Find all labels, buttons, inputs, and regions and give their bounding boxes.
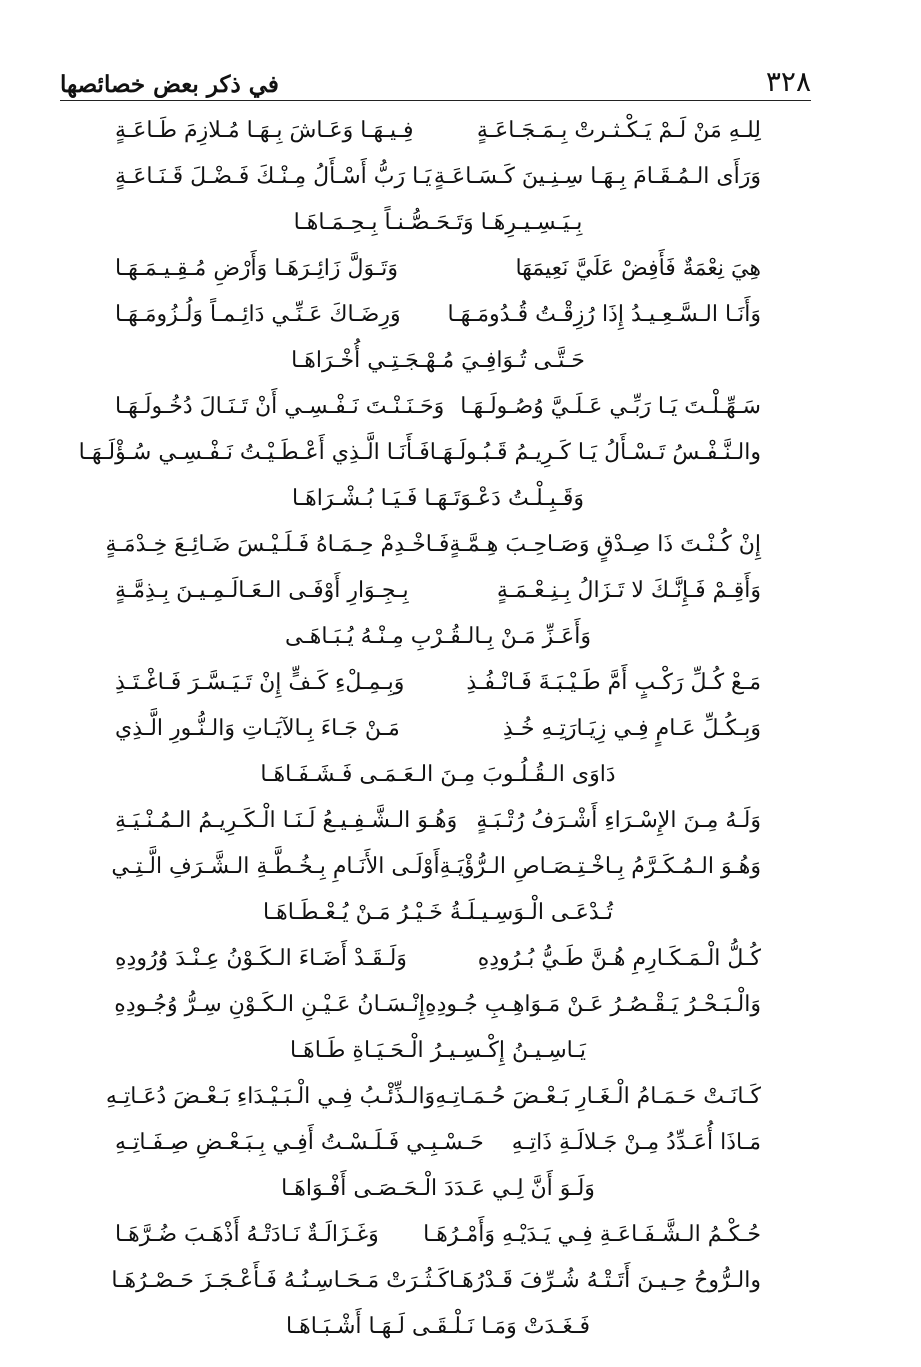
couplet [115,982,761,1028]
second-hemistich: فِـيـهَـا وَعَـاشَ بِـهَـا مُـلازِمَ طَـاعَـةٍ [115,118,414,143]
couplet [115,568,761,614]
second-hemistich: وَتَـوَلَّ زَائِـرَهَـا وَأَرْضِ مُـقِـيـمَـهَـا [115,256,399,281]
first-hemistich: هِيَ نِعْمَةٌ فَأَفِضْ عَلَيَّ نَعِيمَهَا [515,256,761,281]
page-number: ٣٢٨ [765,65,811,98]
first-hemistich: وَلَـهُ مِـنَ الإِسْـرَاءِ أَشْـرَفُ رُتْـبَـةٍ [476,808,761,833]
couplet [115,798,761,844]
second-hemistich: فَـأَنَـا الَّـذِي أَعْـطَـيْـتُ نَـفْـسِـي سُـؤْلَـهَـا [78,440,430,465]
couplet [115,1212,761,1258]
second-hemistich: وَبِـمِـلْءِ كَـفٍّ إِنْ تَـيَـسَّـرَ فَـاغْـتَـذِ [115,670,405,695]
couplet [115,154,761,200]
poem-body [78,108,761,1350]
header-rule [60,100,811,101]
second-hemistich: فَـاخْـدِمْ حِـمَـاهُ فَـلَـيْـسَ ضَـائِـعَ خِـدْمَـةٍ [105,532,450,557]
first-hemistich: لِلـهِ مَنْ لَـمْ يَـكْـثـرتْ بِـمَـجَـاعَـةٍ [476,118,761,143]
first-hemistich: سَـهِّـلْـتَ يَـا رَبِّـي عَـلَـيَّ وُصُـولَـهَـا [460,394,761,419]
first-hemistich: مَـاذَا أُعَـدِّدُ مِـنْ جَـلالَـةِ ذَاتِـهِ [511,1130,761,1155]
first-hemistich: وَرَأَى الـمُـقَـامَ بِـهَـا سِـنِـينَ كَـسَـاعَـةٍ [433,164,761,189]
first-hemistich: والـنَّـفْـسُ تَـسْـأَلُ يَـا كَـرِيـمُ قَـبُـولَـهَـا [429,440,761,465]
second-hemistich: بِـجِـوَارِ أَوْفَـى الـعَـالَـمِـيـنَ بِـذِمَّـةٍ [115,578,409,603]
couplet [111,1258,761,1304]
second-hemistich: وَحَـنَـنْـتَ نَـفْـسِـي أَنْ تَـنَـالَ دُخُـولَـهَـا [115,394,445,419]
refrain-line: فَـغَـدَتْ وَمَـا نَـلْـقَـى لَـهَـا أَشْـبَـاهَـا [286,1314,590,1339]
couplet [115,384,761,430]
second-hemistich: كَـثُـرَتْ مَـحَـاسِـنُـهُ فَـأَعْـجَـزَ حَـصْـرُهَـا [111,1268,450,1293]
refrain-line: يَـاسِـيـنُ إِكْـسِـيـرُ الْـحَـيَـاةِ طَـاهَـا [290,1038,586,1063]
couplet [115,1120,761,1166]
second-hemistich: أَوْلَـى الأَنَـامِ بِـخُـطَّـةِ الـشَّـرَفِ الَّـتِـي [111,854,440,879]
refrain-line: وَقَـبِـلْـتُ دَعْـوَتَـهَـا فَـيَـا بُـشْـرَاهَـا [292,486,584,511]
couplet [115,246,761,292]
second-hemistich: وَرِضَـاكَ عَـنِّـي دَائِـمـاً وَلُـزُومَـهَـا [115,302,401,327]
refrain-line: بِـيَـسِـيـرِهَـا وَتَـحَـصُّـنـاً بِـحِـمَـاهَـا [293,210,583,235]
couplet [105,1074,761,1120]
first-hemistich: حُـكْـمُ الـشَّـفَـاعَـةِ فِـي يَـدَيْـهِ وَأَمْـرُهَـا [423,1222,761,1247]
first-hemistich: وَهُـوَ الـمُـكَـرَّمُ بِـاخْـتِـصَـاصِ الـرُّؤْيَـةِ [439,854,761,879]
second-hemistich: وَالـذِّئْـبُ فِـي الْـبَـيْـدَاءِ بَـعْـضَ دُعَـاتِـهِ [105,1084,436,1109]
first-hemistich: كُـلُّ الْـمَـكَـارِمِ هُـنَّ طَـيُّ بُـرُودِهِ [477,946,761,971]
running-title: في ذكر بعض خصائصها [60,71,279,98]
couplet [115,706,761,752]
first-hemistich: إِنْ كُـنْـتَ ذَا صِـدْقٍ وَصَـاحِـبَ هِـمَّـةٍ [449,532,761,557]
first-hemistich: وَأَنَـا الـسَّـعِـيـدُ إِذَا رُزِقْـتُ قُـدُومَـهَـا [447,302,761,327]
second-hemistich: وَهُـوَ الـشَّـفِـيـعُ لَـنَـا الْـكَـرِيـمُ الـمُـنْـيَـةِ [115,808,458,833]
first-hemistich: وَأَقِـمْ فَـإِنَّـكَ لا تَـزَالُ بِـنِـعْـمَـةٍ [496,578,761,603]
first-hemistich: والـرُّوحُ حِـيـنَ أَتَـتْـهُ شُـرِّفَ قَـدْرُهَـا [449,1268,761,1293]
second-hemistich: يَـا رَبُّ أَسْـأَلُ مِـنْـكَ فَـضْـلَ قَـنَـاعَـةٍ [115,164,432,189]
refrain-line: تُـدْعَـى الْـوَسِـيـلَـةُ خَـيْـرُ مَـنْ يُـعْـطَـاهَـا [263,900,613,925]
second-hemistich: وَلَـقَـدْ أَضَـاءَ الـكَـوْنُ عِـنْـدَ وُرُودِهِ [115,946,407,971]
second-hemistich: إِنْـسَـانُ عَـيْـنِ الـكَـوْنِ سِـرُّ وُجُـودِهِ [114,992,426,1017]
first-hemistich: مَـعْ كُـلِّ رَكْـبٍ أَمَّ طَـيْـبَـةَ فَـانْـفُـذِ [466,670,761,695]
first-hemistich: كَـانَـتْ حَـمَـامُ الْـغَـارِ بَـعْـضَ حُـمَـاتِـهِ [435,1084,761,1109]
couplet [115,660,761,706]
refrain-line: دَاوَى الـقُـلُـوبَ مِـنَ الـعَـمَـى فَـشَـفَـاهَـا [260,762,616,787]
couplet [105,522,761,568]
couplet [111,844,761,890]
refrain-line: وَلَـوَ أَنَّ لِـي عَـدَدَ الْـحَـصَـى أَفْـوَاهَـا [281,1176,595,1201]
refrain-line: وَأَعَـزِّ مَـنْ بِـالـقُـرْبِ مِـنْـهُ يُـبَـاهَـى [284,624,592,649]
second-hemistich: مَـنْ جَـاءَ بِـالآيَـاتِ وَالـنُّـورِ الَّـذِي [115,716,400,741]
refrain-line: حَـتَّـى تُـوَافِـيَ مُـهْـجَـتِـي أُخْـرَاهَـا [291,348,585,373]
couplet [78,430,761,476]
page-header [60,52,811,98]
second-hemistich: وَغَـزَالَـةٌ نَـادَتْـهُ أَذْهَـبَ ضُـرَّهَـا [115,1222,379,1247]
first-hemistich: وَالْـبَـحْـرُ يَـقْـصُـرُ عَـنْ مَـوَاهِـبِ جُـودِهِ [425,992,761,1017]
couplet [115,108,761,154]
couplet [115,292,761,338]
second-hemistich: حَـسْـبِـي فَـلَـسْـتُ أَفِـي بِـبَـعْـضِ صِـفَـاتِـهِ [115,1130,484,1155]
first-hemistich: وَبِـكُـلِّ عَـامٍ فِـي زِيَـارَتِـهِ خُـذِ [502,716,761,741]
couplet [115,936,761,982]
